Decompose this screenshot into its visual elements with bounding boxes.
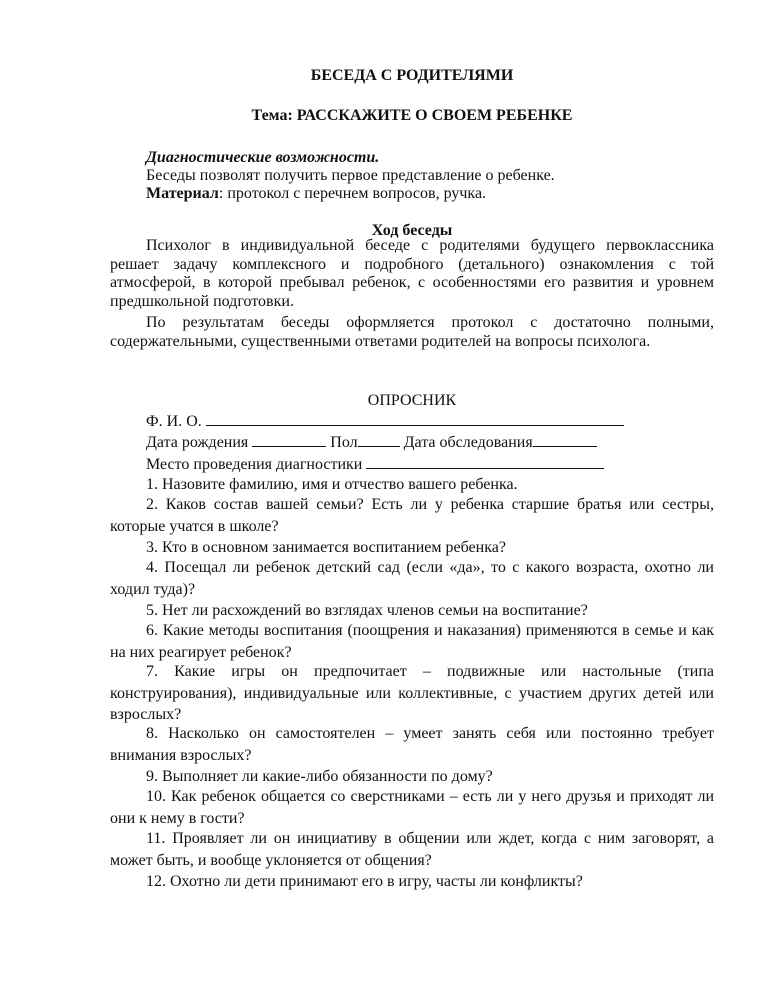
sex-label: Пол — [330, 434, 358, 451]
question-3: 3. Кто в основном занимается воспитанием ребенка? — [146, 539, 506, 556]
exam-date-blank[interactable] — [533, 430, 597, 447]
question-1: 1. Назовите фамилию, имя и отчество вашего ребенка. — [146, 476, 518, 493]
course-paragraph-2: По результатам беседы оформляется протокол с достаточно полными, содержательными, существенными ответами родителей на вопросы психолога. — [110, 314, 714, 350]
question-10: 10. Как ребенок общается со сверстниками – есть ли у него друзья и приходят ли они к нему в гости? — [110, 788, 714, 827]
birth-label: Дата рождения — [146, 434, 249, 451]
material-line — [146, 182, 486, 205]
fio-blank[interactable] — [206, 409, 624, 426]
material-label: Материал — [146, 185, 219, 202]
questionnaire-heading: ОПРОСНИК — [367, 392, 457, 409]
question-11: 11. Проявляет ли он инициативу в общении или ждет, когда с ним заговорят, а может быть, и вообще уклоняется от общения? — [110, 830, 714, 869]
question-2: 2. Каков состав вашей семьи? Есть ли у ребенка старшие братья или сестры, которые учатся в школе? — [110, 496, 714, 535]
question-8: 8. Насколько он самостоятелен – умеет занять себя или постоянно требует внимания взрослых? — [110, 725, 714, 764]
question-6: 6. Какие методы воспитания (поощрения и наказания) применяются в семье и как на них реагирует ребенок? — [110, 622, 714, 661]
exam-date-label: Дата обследования — [403, 434, 533, 451]
question-9: 9. Выполняет ли какие-либо обязанности по дому? — [146, 768, 493, 785]
diagnostic-text: Беседы позволят получить первое представление о ребенке. — [146, 167, 555, 184]
page-title: БЕСЕДА С РОДИТЕЛЯМИ — [310, 67, 514, 84]
diagnostic-label-text: Диагностические возможности. — [146, 149, 380, 166]
material-text: : протокол с перечнем вопросов, ручка. — [218, 185, 487, 202]
course-paragraph-1: Психолог в индивидуальной беседе с родителями будущего первоклассника решает задачу комплексного и подробного (детального) ознакомления с той атмосферой, в которой пребывал ребенок, с особенностями его развития и уровнем предшкольной подготовки. — [110, 237, 714, 310]
topic-title: Тема: РАССКАЖИТЕ О СВОЕМ РЕБЕНКЕ — [251, 107, 573, 124]
place-blank[interactable] — [366, 452, 604, 469]
question-7: 7. Какие игры он предпочитает – подвижные или настольные (типа конструирования), индивидуальные или коллективные, с участием других детей или взрослых? — [110, 663, 714, 723]
fio-label: Ф. И. О. — [146, 413, 202, 430]
birth-sex-exam-field — [146, 430, 597, 454]
course-heading: Ход беседы — [371, 222, 453, 239]
question-4: 4. Посещал ли ребенок детский сад (если «да», то с какого возраста, охотно ли ходил туда)? — [110, 559, 714, 598]
question-12: 12. Охотно ли дети принимают его в игру, часты ли конфликты? — [146, 873, 583, 890]
birth-blank[interactable] — [252, 430, 326, 447]
place-label: Место проведения диагностики — [146, 456, 363, 473]
sex-blank[interactable] — [358, 430, 400, 447]
question-5: 5. Нет ли расхождений во взглядах членов семьи на воспитание? — [146, 602, 588, 619]
